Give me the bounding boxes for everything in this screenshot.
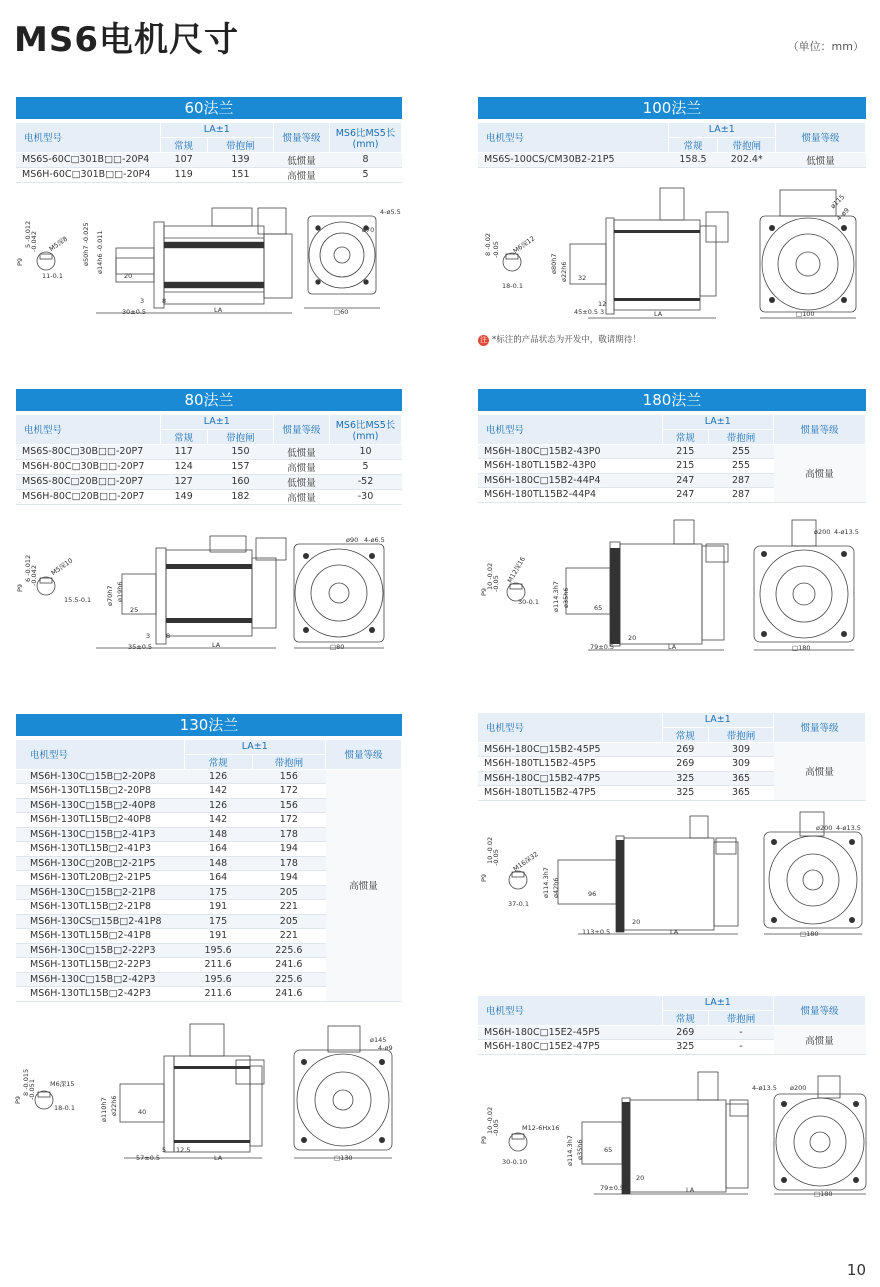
dim-spigot: ø114.3h7: [552, 581, 560, 612]
development-note: 注 *标注的产品状态为开发中，敬请期待！: [480, 335, 641, 345]
dim-key-tol: -0.051: [28, 1079, 36, 1100]
dim-key-depth: 15.5-0.1: [64, 596, 92, 604]
drawing-60: [16, 198, 406, 320]
dim-thread: M16深32: [511, 850, 540, 874]
table-60: 电机型号 LA±1 惯量等级 MS6比MS5长(mm) 常规 带抱闸 MS6S-60C□301B□□-20P4 107 139 低惯量 8 MS6H-60C□301B□□-20P4 119 151 高惯量 5: [16, 123, 402, 183]
table-row: MS6S-80C□30B□□-20P7 117 150 低惯量 10: [16, 444, 402, 459]
dim-key-tol: -0.042: [30, 565, 38, 586]
dim-p9: P9: [16, 583, 24, 592]
dim-shaft: ø19h6: [116, 581, 124, 602]
dim-shaft-len: 79±0.5: [590, 643, 615, 651]
dim-key-width: 10 -0.02: [486, 562, 494, 590]
dim-square: □180: [800, 930, 819, 938]
dim-holes: 4-ø5.5: [380, 208, 401, 216]
dim-thread: M12-6Hx16: [522, 1124, 560, 1132]
table-row: MS6H-130TL15B□2-41P8 191 221: [16, 929, 402, 944]
dim-shaft-key-len: 32: [578, 274, 587, 282]
section-80-title: 80法兰: [16, 389, 402, 411]
table-row: MS6H-180C□15B2-43P0 215 255 高惯量: [478, 444, 866, 459]
table-row: MS6H-130TL15B□2-20P8 142 172: [16, 784, 402, 799]
dim-pcd: ø115: [828, 192, 847, 211]
table-row: MS6H-130C□15B□2-40P8 126 156: [16, 798, 402, 813]
dim-p9: P9: [16, 257, 24, 266]
section-180-title: 180法兰: [478, 389, 866, 411]
dim-spigot: ø50h7 -0.025: [82, 222, 90, 266]
dim-key-tol: -0.05: [492, 241, 500, 258]
dim-flange-thick: 20: [632, 918, 641, 926]
dim-thread: M6深12: [511, 234, 537, 256]
table-row: MS6S-80C□20B□□-20P7 127 160 低惯量 -52: [16, 474, 402, 489]
drawing-180a: [478, 512, 868, 654]
table-row: MS6H-180TL15B2-44P4 247 287: [478, 488, 866, 503]
table-180c: 电机型号 LA±1 惯量等级 常规 带抱闸 MS6H-180C□15E2-45P5 269 - 高惯量 MS6H-180C□15E2-47P5 325 -: [478, 996, 866, 1055]
dim-pcd: ø200: [816, 824, 833, 832]
dim-key-tol: -0.042: [30, 231, 38, 252]
dim-shaft: ø35h6: [576, 1139, 584, 1160]
table-row: MS6H-180C□15E2-45P5 269 - 高惯量: [478, 1025, 866, 1040]
dim-spigot: ø110h7: [100, 1097, 108, 1122]
dim-key-depth: 11-0.1: [42, 272, 63, 280]
dim-flange-thick: 8: [166, 632, 171, 640]
dim-shaft: ø35h6: [562, 587, 570, 608]
table-row: MS6H-180C□15B2-45P5 269 309 高惯量: [478, 742, 866, 757]
dim-la: LA: [686, 1186, 695, 1194]
dim-pcd: ø145: [370, 1036, 387, 1044]
dim-p9: P9: [14, 1095, 22, 1104]
table-100: 电机型号 LA±1 惯量等级 常规 带抱闸 MS6S-100CS/CM30B2-21P5 158.5 202.4* 低惯量: [478, 123, 866, 168]
table-row: MS6H-180C□15B2-47P5 325 365: [478, 771, 866, 786]
dim-key-depth: 30-0.1: [518, 598, 539, 606]
dim-flange-thick: 12: [598, 300, 607, 308]
dim-flange-gap: 3: [146, 632, 151, 640]
dim-flange-gap: 3: [618, 918, 623, 926]
dim-pcd: ø200: [790, 1084, 807, 1092]
dim-square: □180: [792, 644, 811, 652]
dim-holes: 4-ø13.5: [752, 1084, 777, 1092]
table-row: MS6H-130CS□15B□2-41P8 175 205: [16, 914, 402, 929]
dim-shaft-len: 30±0.5: [122, 308, 147, 316]
table-row: MS6H-130TL20B□2-21P5 164 194: [16, 871, 402, 886]
drawing-100: [478, 180, 868, 320]
dim-key-depth: 18-0.1: [502, 282, 523, 290]
dim-la: LA: [212, 641, 221, 649]
dim-key-depth: 37-0.1: [508, 900, 529, 908]
table-row: MS6H-60C□301B□□-20P4 119 151 高惯量 5: [16, 167, 402, 182]
dim-spigot: ø114.3h7: [542, 867, 550, 898]
dim-shaft-key-len: 65: [594, 604, 603, 612]
section-130-title: 130法兰: [16, 714, 402, 736]
dim-holes: 4-ø9: [378, 1044, 393, 1052]
dim-pcd: ø70: [362, 226, 375, 234]
page-title: MS6电机尺寸: [14, 20, 239, 60]
dim-la: LA: [668, 643, 677, 651]
drawing-130: [14, 1020, 404, 1166]
dim-flange-thick: 8: [162, 297, 167, 305]
dim-key-depth: 30-0.10: [502, 1158, 528, 1166]
table-row: MS6H-130C□15B□2-21P8 175 205: [16, 885, 402, 900]
dim-flange-gap: 3: [624, 1174, 629, 1182]
page-number: 10: [846, 1261, 866, 1279]
dim-key-depth: 18-0.1: [54, 1104, 75, 1112]
dim-la: LA: [654, 310, 663, 318]
drawing-180c: [478, 1068, 868, 1200]
dim-key-tol: -0.05: [492, 575, 500, 592]
table-row: MS6H-180TL15B2-45P5 269 309: [478, 757, 866, 772]
dim-flange-thick: 12.5: [176, 1146, 191, 1154]
dim-thread: M5深8: [47, 234, 69, 254]
table-row: MS6H-130C□15B□2-41P3 148 178: [16, 827, 402, 842]
dim-shaft-key-len: 65: [604, 1146, 613, 1154]
table-180b: 电机型号 LA±1 惯量等级 常规 带抱闸 MS6H-180C□15B2-45P5 269 309 高惯量 MS6H-180TL15B2-45P5 269 309 MS6H-180C□15B2-47P5 325 365 MS6H-180TL15B2-47P5 325 365: [478, 713, 866, 801]
dim-shaft-len: 79±0.5: [600, 1184, 625, 1192]
dim-p9: P9: [480, 873, 488, 882]
dim-p9: P9: [480, 1135, 488, 1144]
table-row: MS6H-130TL15B□2-40P8 142 172: [16, 813, 402, 828]
table-row: MS6H-80C□30B□□-20P7 124 157 高惯量 5: [16, 459, 402, 474]
dim-key-width: 8 -0.015: [22, 1068, 30, 1096]
dim-key-tol: -0.05: [492, 849, 500, 866]
dim-la: LA: [670, 928, 679, 936]
dim-holes: 4-ø13.5: [836, 824, 861, 832]
dim-square: □130: [334, 1154, 353, 1162]
dim-shaft-key-len: 20: [124, 272, 133, 280]
dim-shaft-key-len: 40: [138, 1108, 147, 1116]
dim-la: LA: [214, 1154, 223, 1162]
dim-spigot: ø114.3h7: [566, 1135, 574, 1166]
section-60-title: 60法兰: [16, 97, 402, 119]
dim-flange-thick: 20: [636, 1174, 645, 1182]
dim-shaft-len: 45±0.5: [574, 308, 599, 316]
dim-shaft-key-len: 96: [588, 890, 597, 898]
dim-square: □180: [814, 1190, 833, 1198]
table-row: MS6H-180TL15B2-47P5 325 365: [478, 786, 866, 801]
dim-la: LA: [214, 306, 223, 314]
dim-spigot: ø80h7: [550, 253, 558, 274]
dim-square: □60: [334, 308, 349, 316]
dim-square: □80: [330, 643, 345, 651]
dim-flange-thick: 20: [628, 634, 637, 642]
table-row: MS6H-130TL15B□2-21P8 191 221: [16, 900, 402, 915]
table-row: MS6H-130C□20B□2-21P5 148 178: [16, 856, 402, 871]
table-row: MS6H-130C□15B□2-22P3 195.6 225.6: [16, 943, 402, 958]
dim-holes: 4-ø6.5: [364, 536, 385, 544]
dim-key-tol: -0.05: [492, 1119, 500, 1136]
table-row: MS6H-80C□20B□□-20P7 149 182 高惯量 -30: [16, 489, 402, 504]
note-icon: 注: [480, 336, 487, 344]
dim-shaft-key-len: 25: [130, 606, 139, 614]
dim-key-width: 6 -0.012: [24, 554, 32, 582]
table-180a: 电机型号 LA±1 惯量等级 常规 带抱闸 MS6H-180C□15B2-43P0 215 255 高惯量 MS6H-180TL15B2-43P0 215 255 MS6H-180C□15B2-44P4 247 287 MS6H-180TL15B2-44P4 247 287: [478, 415, 866, 503]
table-row: MS6H-130C□15B□2-20P8 126 156 高惯量: [16, 769, 402, 784]
dim-shaft: ø42h6: [552, 877, 560, 898]
table-row: MS6S-60C□301B□□-20P4 107 139 低惯量 8: [16, 152, 402, 167]
table-row: MS6H-180C□15B2-44P4 247 287: [478, 473, 866, 488]
table-row: MS6H-130TL15B□2-22P3 211.6 241.6: [16, 958, 402, 973]
dim-pcd: ø90: [346, 536, 359, 544]
table-row: MS6H-180C□15E2-47P5 325 -: [478, 1040, 866, 1055]
dim-shaft-len: 113±0.5: [582, 928, 611, 936]
dim-spigot: ø70h7: [106, 585, 114, 606]
dim-key-width: 10 -0.02: [486, 836, 494, 864]
dim-flange-gap: 3: [140, 297, 145, 305]
section-100-title: 100法兰: [478, 97, 866, 119]
dim-shaft-len: 57±0.5: [136, 1154, 161, 1162]
table-130: 电机型号 LA±1 惯量等级 常规 带抱闸 MS6H-130C□15B□2-20P8 126 156 高惯量 MS6H-130TL15B□2-20P8 142 172 MS6H-130C□15B□2-40P8 126 156 MS6H-130TL15B□2-40P8 142 172 MS6H-130C□15B□2-41P3 148 178 MS6H-130TL15B□2-41P3 164 194 MS6H-130C□20B□2-21P5 148 178 MS6H-130TL20B□2-21P5 164 194 MS6H-130C□15B□2-21P8 175 205 MS6H-130TL15B□2-21P8 191 221 MS6H-130CS□15B□2-41P8 175 205 MS6H-130TL15B□2-41P8 191 221 MS6H-130C□15B□2-22P3 195.6 225.6 MS6H-130TL15B□2-22P3 211.6 241.6 MS6H-130C□15B□2-42P3 195.6 225.6 MS6H-130TL15B□2-42P3 211.6 241.6: [16, 740, 402, 1002]
dim-shaft-len: 35±0.5: [128, 643, 153, 651]
table-80: 电机型号 LA±1 惯量等级 MS6比MS5长(mm) 常规 带抱闸 MS6S-80C□30B□□-20P7 117 150 低惯量 10 MS6H-80C□30B□□-20P7 124 157 高惯量 5 MS6S-80C□20B□□-20P7 127 160 低惯量 -52 MS6H-80C□20B□□-20P7 149 182 高惯量 -30: [16, 415, 402, 505]
drawing-180b: [478, 808, 868, 940]
dim-shaft: ø22h6: [560, 261, 568, 282]
dim-flange-gap: 3: [610, 634, 615, 642]
dim-thread: M5深10: [49, 556, 75, 578]
dim-shaft: ø14h6 -0.011: [96, 230, 104, 274]
drawing-80: [16, 528, 406, 656]
dim-key-width: 5 -0.012: [24, 220, 32, 248]
dim-holes: 4-ø9: [834, 206, 851, 223]
dim-flange-gap: 3: [600, 308, 605, 316]
dim-key-width: 8 -0.02: [484, 232, 492, 256]
dim-key-width: 10 -0.02: [486, 1106, 494, 1134]
dim-holes: 4-ø13.5: [834, 528, 859, 536]
table-row: MS6H-130C□15B□2-42P3 195.6 225.6: [16, 972, 402, 987]
dim-thread: M12深16: [505, 555, 528, 585]
dim-pcd: ø200: [814, 528, 831, 536]
table-row: MS6H-130TL15B□2-41P3 164 194: [16, 842, 402, 857]
table-row: MS6H-130TL15B□2-42P3 211.6 241.6: [16, 987, 402, 1002]
dim-flange-gap: 5: [162, 1146, 167, 1154]
dim-shaft: ø22h6: [110, 1095, 118, 1116]
table-row: MS6H-180TL15B2-43P0 215 255: [478, 459, 866, 474]
dim-square: □100: [796, 310, 815, 318]
dim-p9: P9: [480, 587, 488, 596]
dim-thread: M6深15: [50, 1080, 75, 1088]
unit-label: （单位：mm）: [787, 40, 864, 53]
table-row: MS6S-100CS/CM30B2-21P5 158.5 202.4* 低惯量: [478, 152, 866, 167]
